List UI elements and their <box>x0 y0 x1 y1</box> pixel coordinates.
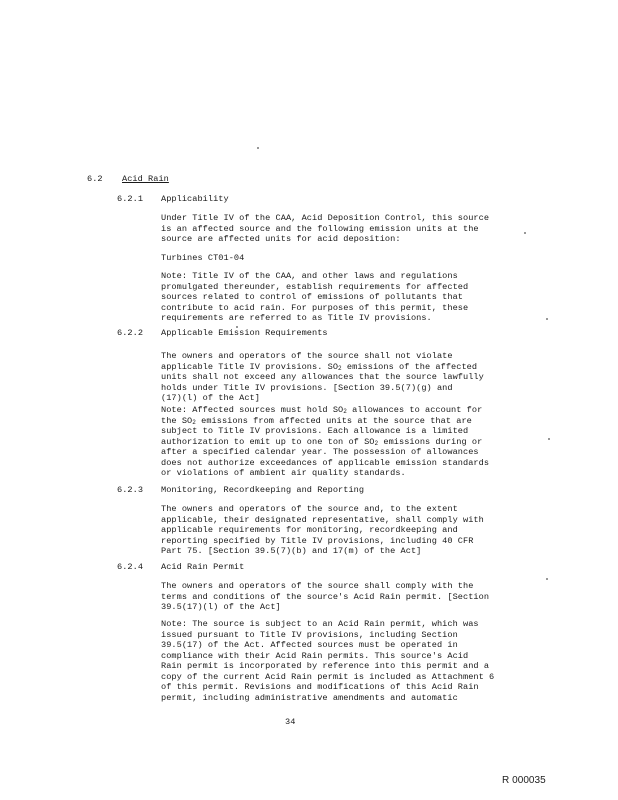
scan-speck <box>546 578 548 580</box>
subsection-number: 6.2.3 <box>117 485 144 495</box>
paragraph: The owners and operators of the source shall comply with the terms and conditions of the source's Acid Rain permit. [Section 39.5(17)(l) of the Act] <box>161 581 490 612</box>
note-paragraph: Note: The source is subject to an Acid Rain permit, which was issued pursuant to Title IV provisions, including Section 39.5(17) of the Act. Affected sources must be operated in compliance with their Acid Rain permits. This source's Acid Rain permit is incorporated by reference into this permit and a copy of the current Acid Rain permit is included as Attachment 6 of this permit. Revisions and modifications of this Acid Rain permit, including administrative amendments and automatic <box>161 619 495 703</box>
paragraph: Under Title IV of the CAA, Acid Deposition Control, this source is an affected source and the following emission units at the source are affected units for acid deposition: <box>161 213 490 244</box>
scan-speck <box>257 147 259 149</box>
section-title: Acid Rain <box>122 174 169 184</box>
subsection-title: Acid Rain Permit <box>161 562 245 572</box>
subsection-number: 6.2.1 <box>117 194 144 204</box>
paragraph: Turbines CT01-04 <box>161 253 245 263</box>
subsection-title: Applicability <box>161 194 229 204</box>
scan-speck <box>546 318 548 320</box>
note-paragraph: Note: Affected sources must hold $SO_2$ allowances to account for the $SO_2$ emissions from affected units at the source that are subject to Title IV provisions. Each allowance is a limited authorization to emit up to one ton of $SO_2$ emissions during or after a specified calendar year. The possession of allowances does not authorize exceedances of applicable emission standards or violations of ambient air quality standards. <box>161 405 490 478</box>
page-number: 34 <box>285 717 296 727</box>
bates-number: R 000035 <box>502 775 546 786</box>
subsection-title: Applicable Emission Requirements <box>161 328 328 338</box>
note-paragraph: Note: Title IV of the CAA, and other laws and regulations promulgated thereunder, establish requirements for affected sources related to control of emissions of pollutants that contribute to acid rain. For purposes of this permit, these requirements are referred to as Title IV provisions. <box>161 271 469 323</box>
subsection-number: 6.2.4 <box>117 562 144 572</box>
subsection-number: 6.2.2 <box>117 328 144 338</box>
paragraph: The owners and operators of the source and, to the extent applicable, their designated representative, shall comply with applicable requirements for monitoring, recordkeeping and reporting specified by Title IV provisions, including 40 CFR Part 75. [Section 39.5(7)(b) and 17(m) of the Act] <box>161 504 484 556</box>
scan-speck <box>548 438 550 440</box>
paragraph: The owners and operators of the source shall not violate applicable Title IV provisions. $SO_2$ emissions of the affected units shall not exceed any allowances that the source lawfully holds under Title IV provisions. [Section 39.5(7)(g) and (17)(l) of the Act] <box>161 351 484 403</box>
section-number: 6.2 <box>87 174 103 184</box>
subsection-title: Monitoring, Recordkeeping and Reporting <box>161 485 365 495</box>
